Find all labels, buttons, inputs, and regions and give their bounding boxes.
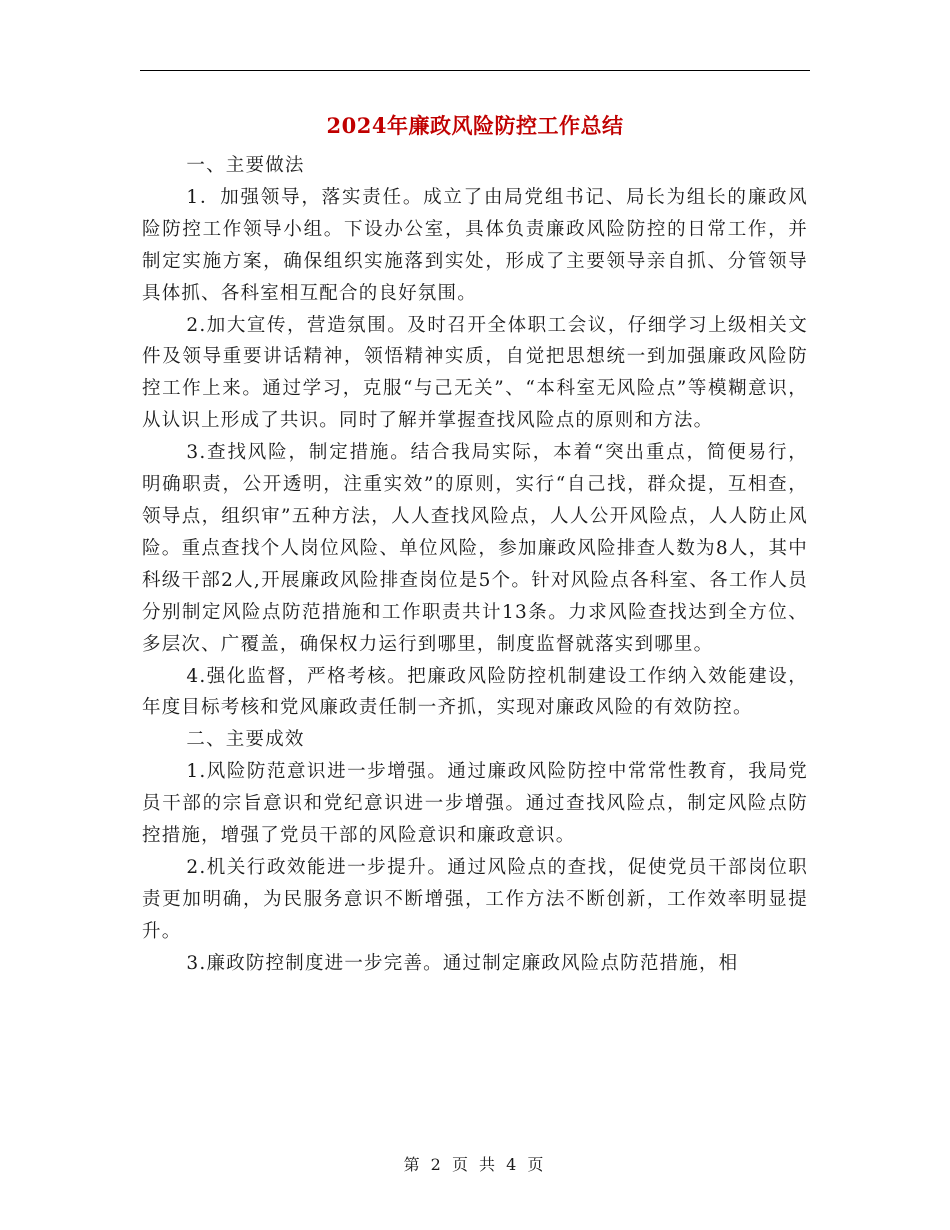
section-heading-main-practices: 一、主要做法 bbox=[186, 155, 305, 176]
paragraph-risk-finding: 3.查找风险，制定措施。结合我局实际，本着“突出重点，简便易行，明确职责，公开透明，注重实效”的原则，实行“自己找，群众提，互相查，领导点，组织审”五种方法，人人查找风险点，人人公开风险点，人人防止风险。重点查找个人岗位风险、单位风险，参加廉政风险排查人数为8人，其中科级干部2人,开展廉政风险排查岗位是5个。针对风险点各科室、各工作人员分别制定风险点防范措施和工作职责共计13条。力求风险查找达到全方位、多层次、广覆盖，确保权力运行到哪里，制度监督就落实到哪里。 bbox=[142, 442, 808, 655]
page-number-footer: 第 2 页 共 4 页 bbox=[403, 1155, 547, 1174]
paragraph-risk-awareness: 1.风险防范意识进一步增强。通过廉政风险防控中常常性教育，我局党员干部的宗旨意识和党纪意识进一步增强。通过查找风险点，制定风险点防控措施，增强了党员干部的风险意识和廉政意识。 bbox=[142, 761, 808, 847]
paragraph-supervision: 4.强化监督，严格考核。把廉政风险防控机制建设工作纳入效能建设，年度目标考核和党风廉政责任制一齐抓，实现对廉政风险的有效防控。 bbox=[142, 665, 808, 719]
paragraph-system-improvement: 3.廉政防控制度进一步完善。通过制定廉政风险点防范措施，相 bbox=[186, 952, 739, 974]
paragraph-leadership: 1．加强领导，落实责任。成立了由局党组书记、局长为组长的廉政风险防控工作领导小组。下设办公室，具体负责廉政风险防控的日常工作，并制定实施方案，确保组织实施落到实处，形成了主要领导亲自抓、分管领导具体抓、各科室相互配合的良好氛围。 bbox=[142, 186, 808, 304]
header-rule bbox=[140, 70, 810, 71]
section-heading-main-results: 二、主要成效 bbox=[186, 729, 305, 751]
paragraph-efficiency: 2.机关行政效能进一步提升。通过风险点的查找，促使党员干部岗位职责更加明确，为民服务意识不断增强，工作方法不断创新，工作效率明显提升。 bbox=[142, 856, 808, 942]
paragraph-publicity: 2.加大宣传，营造氛围。及时召开全体职工会议，仔细学习上级相关文件及领导重要讲话精神，领悟精神实质，自觉把思想统一到加强廉政风险防控工作上来。通过学习，克服“与己无关”、“本科室无风险点”等模糊意识，从认识上形成了共识。同时了解并掌握查找风险点的原则和方法。 bbox=[142, 314, 808, 432]
document-body bbox=[142, 150, 808, 980]
document-title: 2024年廉政风险防控工作总结 bbox=[326, 113, 624, 138]
